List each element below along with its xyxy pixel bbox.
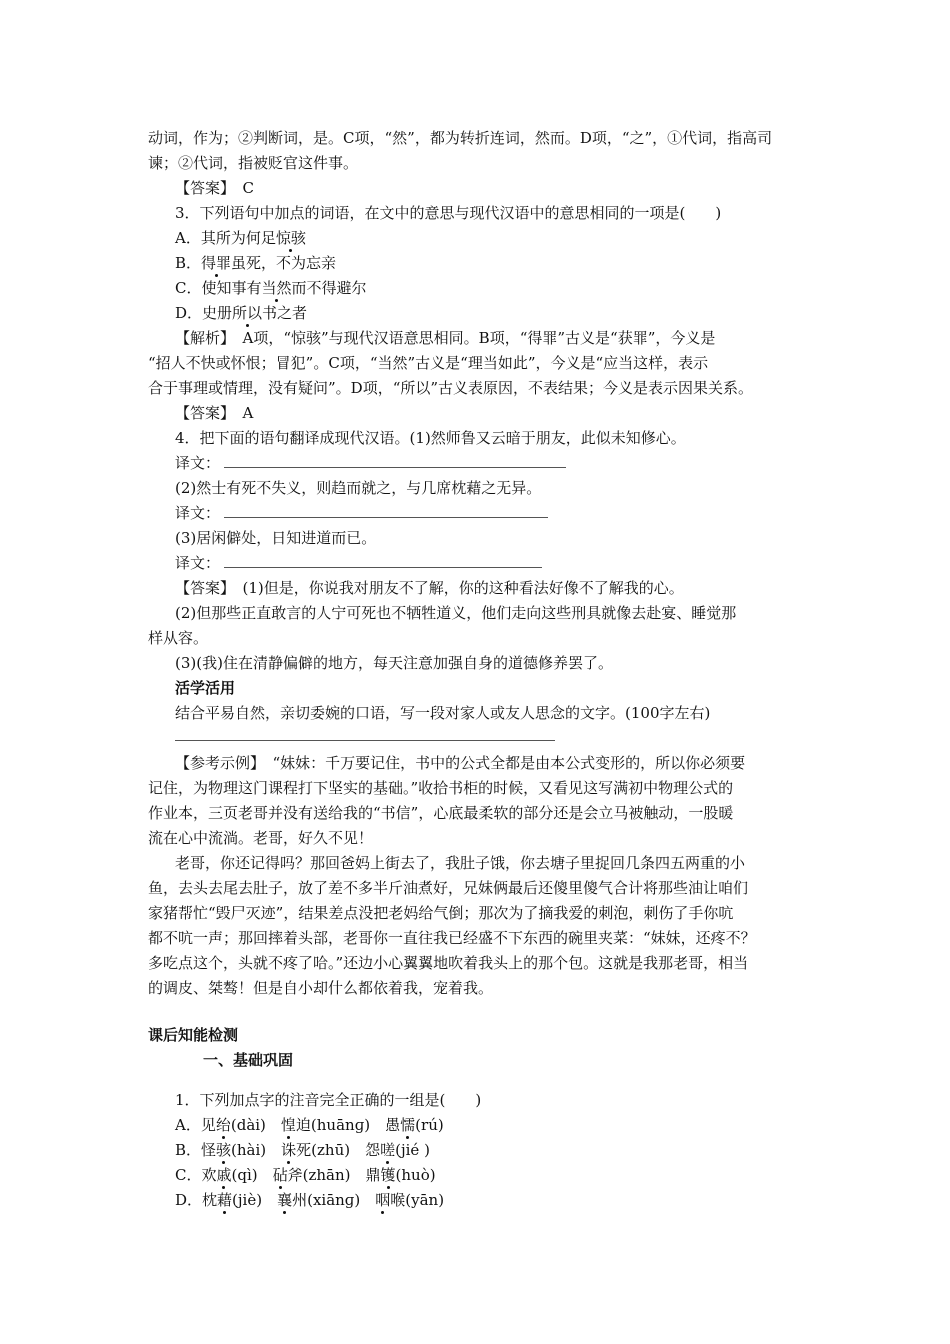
text-line: 的调皮、桀骜！但是自小却什么都依着我，宠着我。 (148, 979, 494, 997)
translation-line: 译文： (175, 553, 835, 573)
question-1: 1．下列加点字的注音完全正确的一组是( ) (175, 1091, 482, 1109)
option-c: C．欢戚(qì) 砧斧(zhān) 鼎镬(huò) (175, 1166, 436, 1184)
section-heading: 活学活用 (175, 679, 236, 697)
answer-blank[interactable] (224, 553, 542, 568)
reference-example: 【参考示例】 “妹妹：千万要记住，书中的公式全都是由本公式变形的，所以你必须要 (175, 754, 746, 772)
question-4: 4．把下面的语句翻译成现代汉语。(1)然师鲁又云暗于朋友，此似未知修心。 (175, 429, 686, 447)
text-line: (3)(我)住在清静偏僻的地方，每天注意加强自身的道德修养罢了。 (175, 654, 613, 672)
answer-label: 【答案】 A (175, 404, 254, 422)
text-line: 样从容。 (148, 629, 209, 647)
text-line: 记住，为物理这门课程打下坚实的基础。”收拾书柜的时候，又看见这写满初中物理公式的 (148, 779, 734, 797)
option-d: D．史册所以书之者 (175, 304, 308, 322)
text-line: 合于事理或情理，没有疑问”。D项，“所以”古义表原因，不表结果；今义是表示因果关系。 (148, 379, 754, 397)
option-c: C．使知事有当然而不得避尔 (175, 279, 367, 297)
analysis: 【解析】 A项，“惊骇”与现代汉语意思相同。B项，“得罪”古义是“获罪”，今义是 (175, 329, 716, 347)
answer-label: 【答案】 (1)但是，你说我对朋友不了解，你的这种看法好像不了解我的心。 (175, 579, 684, 597)
text-line: (3)居闲僻处，日知进道而已。 (175, 529, 377, 547)
text-line: 作业本，三页老哥并没有送给我的“书信”，心底最柔软的部分还是会立马被触动，一股暖 (148, 804, 734, 822)
option-b: B．得罪虽死，不为忘亲 (175, 254, 337, 272)
subsection-heading: 一、基础巩固 (203, 1051, 294, 1069)
text-line: 老哥，你还记得吗？那回爸妈上街去了，我肚子饿，你去塘子里捉回几条四五两重的小 (175, 854, 746, 872)
text-line: 都不吭一声；那回摔着头部，老哥你一直往我已经盛不下东西的碗里夹菜：“妹妹，还疼不？ (148, 929, 756, 947)
text-line: 鱼，去头去尾去肚子，放了差不多半斤油煮好，兄妹俩最后还傻里傻气合计将那些油让咱们 (148, 879, 749, 897)
text-line: (2)然士有死不失义，则趋而就之，与几席枕藉之无异。 (175, 479, 542, 497)
answer-label: 【答案】 C (175, 179, 254, 197)
answer-blank[interactable] (224, 503, 548, 518)
option-a: A．见绐(dài) 惶迫(huānɡ) 愚懦(rú) (175, 1116, 444, 1134)
section-heading: 课后知能检测 (148, 1026, 239, 1044)
text-line: 动词，作为；②判断词，是。C项，“然”，都为转折连词，然而。D项，“之”，①代词，指高司 (148, 129, 773, 147)
writing-rule[interactable] (175, 740, 555, 741)
text-line: “招人不快或怀恨；冒犯”。C项，“当然”古义是“理当如此”，今义是“应当这样，表示 (148, 354, 709, 372)
option-b: B．怪骇(hài) 诛死(zhū) 怨嗟(jié ) (175, 1141, 430, 1159)
translation-line: 译文： (175, 503, 835, 523)
text-line: 谏；②代词，指被贬官这件事。 (148, 154, 359, 172)
answer-blank[interactable] (224, 453, 566, 468)
text-line: 家猪帮忙“毁尸灭迹”，结果差点没把老妈给气倒；那次为了摘我爱的刺泡，刺伤了手你吭 (148, 904, 734, 922)
text-line: 流在心中流淌。老哥，好久不见！ (148, 829, 374, 847)
translation-line: 译文： (175, 453, 835, 473)
option-a: A．其所为何足惊骇 (175, 229, 306, 247)
text-line: (2)但那些正直敢言的人宁可死也不牺牲道义，他们走向这些刑具就像去赴宴、睡觉那 (175, 604, 737, 622)
question-3: 3．下列语句中加点的词语，在文中的意思与现代汉语中的意思相同的一项是( ) (175, 204, 722, 222)
text-line: 结合平易自然，亲切委婉的口语，写一段对家人或友人思念的文字。(100字左右) (175, 704, 711, 722)
text-line: 多吃点这个，头就不疼了哈。”还边小心翼翼地吹着我头上的那个包。这就是我那老哥，相当 (148, 954, 749, 972)
option-d: D．枕藉(jiè) 襄州(xiānɡ) 咽喉(yān) (175, 1191, 445, 1209)
